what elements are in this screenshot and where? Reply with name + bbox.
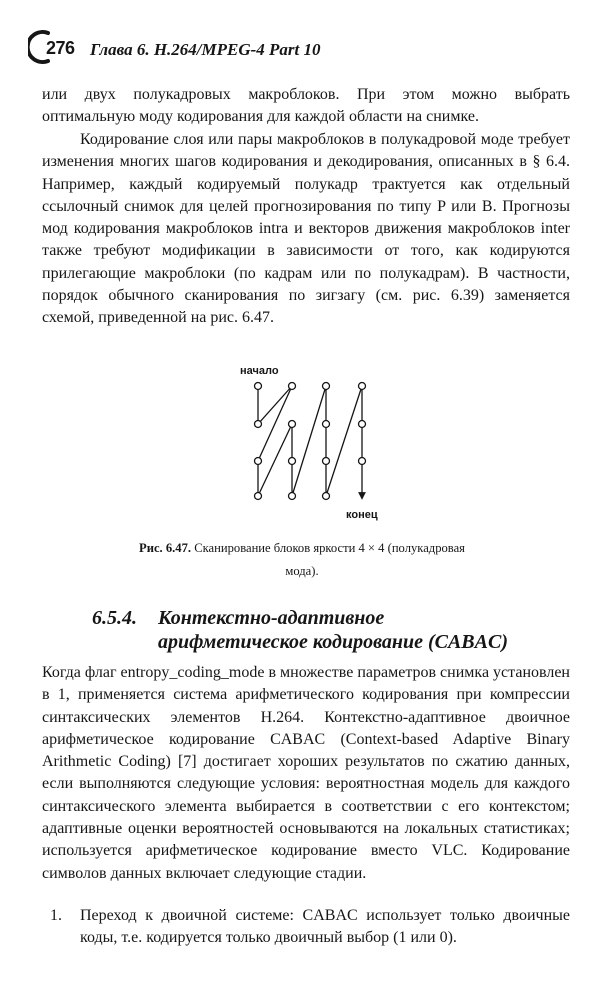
- figure-caption-label: Рис. 6.47.: [139, 541, 192, 555]
- paragraph-1: или двух полукадровых макроблоков. При этом можно выбрать оптимальную моду кодирования для каждой области на снимке.: [42, 86, 570, 126]
- scan-node: [255, 493, 262, 500]
- figure-start-label: начало: [240, 365, 279, 377]
- section-number: 6.5.4.: [92, 607, 137, 629]
- paragraph-2: Кодирование слоя или пары макроблоков в полукадровой моде требует изменения многих шагов кодирования и декодирования, описанных в § 6.4. Например, каждый кодируемый полукадр трактуется как отдельный ссылочный снимок для целей прогнозирования по типу P или B. Прогнозы мод кодирования макроблоков intra и векторов движения макроблоков inter также требуют модификации в зависимости от того, как кодируются прилегающие макроблоки (по кадрам или по полукадрам). В частности, порядок обычного сканирования по зигзагу (см. рис. 6.39) заменяется схемой, приведенной на рис. 6.47.: [42, 131, 570, 327]
- scan-node: [289, 493, 296, 500]
- scan-node: [289, 421, 296, 428]
- zigzag-scan-figure: [232, 364, 392, 529]
- scan-node: [359, 458, 366, 465]
- section-heading: [92, 606, 572, 654]
- section-title-line1: Контекстно-адаптивное: [158, 607, 385, 629]
- page-header: [28, 30, 588, 64]
- scan-node: [323, 493, 330, 500]
- page-number: 276: [46, 38, 75, 58]
- scan-node: [255, 421, 262, 428]
- scan-node: [255, 458, 262, 465]
- figure-caption: [130, 537, 474, 583]
- scan-node: [323, 383, 330, 390]
- scan-node: [255, 383, 262, 390]
- scan-node: [289, 383, 296, 390]
- section-paragraph: Когда флаг entropy_coding_mode в множестве параметров снимка установлен в 1, применяется система арифметического кодирования при компрессии синтаксических элементов H.264. Контекстно-адаптивное двоичное арифметическое кодирование CABAC (Context-based Adaptive Binary Arithmetic Coding) [7] достигает хороших результатов по сжатию данных, если выполняются следующие условия: вероятностная модель для каждого синтаксического элемента выбирается в соответствии с его контекстом; адаптивные оценки вероятностей основываются на локальных статистиках; используется арифметическое кодирование вместо VLC. Кодирование символов данных включает следующие стадии.: [42, 664, 570, 882]
- list-item-number: 1.: [50, 907, 62, 924]
- list-item-text: Переход к двоичной системе: CABAC использует только двоичные коды, т.е. кодируется только двоичный выбор (1 или 0).: [80, 907, 570, 947]
- scan-node: [289, 458, 296, 465]
- scan-node: [359, 421, 366, 428]
- scan-node: [323, 458, 330, 465]
- running-head: Глава 6. H.264/MPEG-4 Part 10: [90, 40, 321, 59]
- scan-node: [359, 383, 366, 390]
- scan-node: [323, 421, 330, 428]
- scan-path-diagram: [232, 364, 392, 529]
- scan-path: [258, 386, 362, 496]
- section-title-line2: арифметическое кодирование (CABAC): [158, 631, 508, 653]
- figure-end-label: конец: [346, 509, 378, 521]
- figure-caption-text: Сканирование блоков яркости 4 × 4 (полукадровая мода).: [194, 541, 465, 578]
